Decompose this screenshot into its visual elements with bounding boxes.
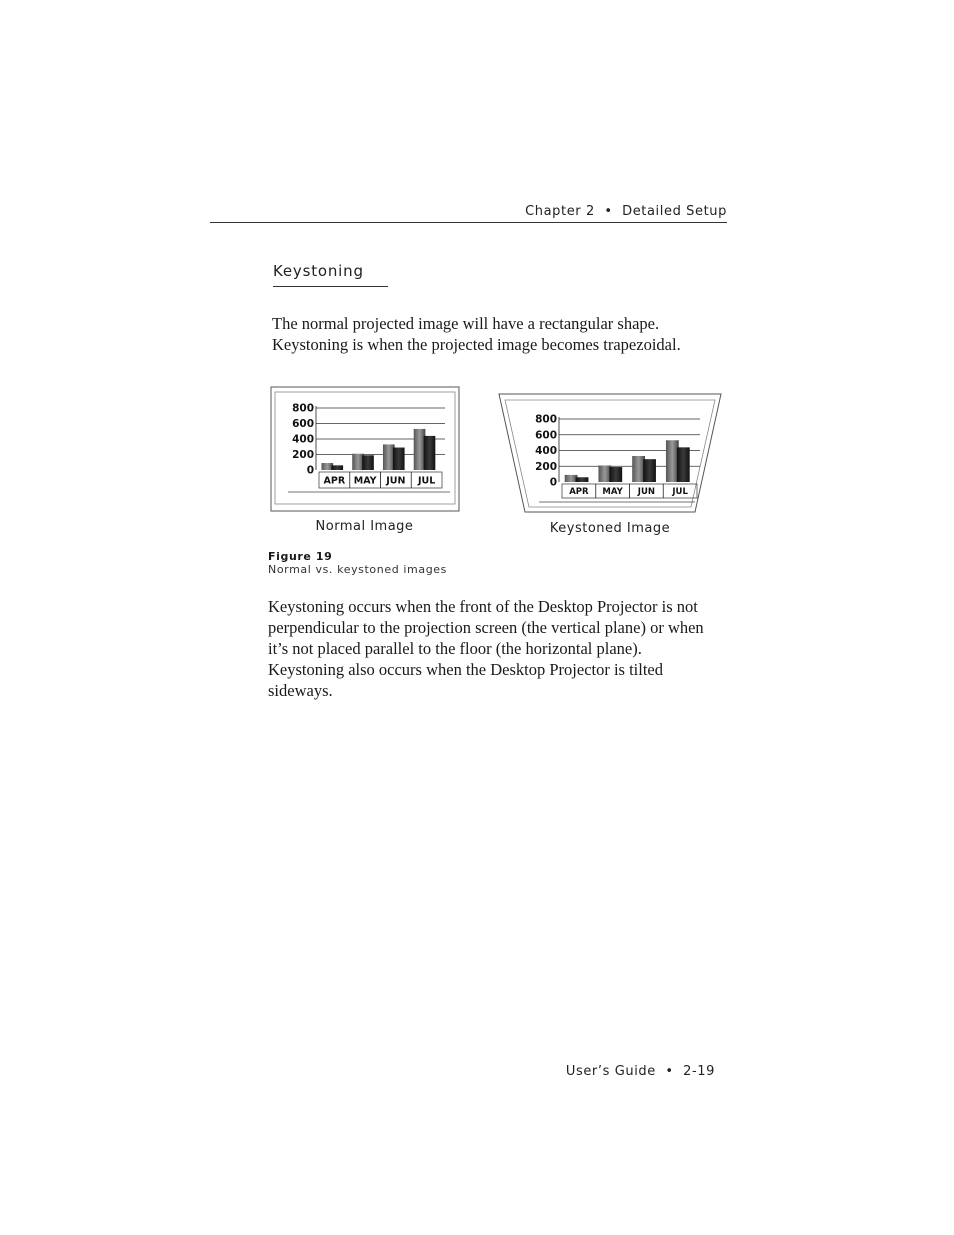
category-label: JUL — [672, 487, 688, 498]
category-label: JUN — [386, 475, 406, 487]
bar — [321, 463, 333, 470]
y-tick-label: 0 — [306, 464, 314, 477]
bar — [383, 444, 395, 470]
y-tick-label: 200 — [535, 460, 557, 473]
bar — [362, 455, 374, 470]
category-label: MAY — [353, 475, 377, 487]
section-title: Keystoning — [273, 262, 364, 280]
category-label: APR — [569, 487, 589, 498]
body-line: Keystoning also occurs when the Desktop Projector is tilted — [268, 660, 664, 679]
keystone-y-tick-labels — [535, 414, 557, 489]
y-tick-label: 800 — [535, 413, 557, 426]
category-label: JUN — [637, 487, 655, 498]
bar — [576, 477, 589, 482]
bar — [609, 467, 622, 482]
page-footer — [500, 1064, 715, 1079]
normal-y-tick-labels — [292, 403, 314, 477]
y-tick-label: 800 — [292, 402, 314, 415]
bar — [677, 447, 690, 482]
y-tick-label: 600 — [292, 418, 314, 431]
y-tick-label: 600 — [535, 429, 557, 442]
body-paragraph — [268, 596, 738, 701]
body-line: sideways. — [268, 681, 333, 700]
section-label: Detailed Setup — [622, 204, 727, 219]
y-tick-label: 400 — [292, 433, 314, 446]
keystoned-image-caption: Keystoned Image — [549, 521, 671, 536]
category-label: JUL — [417, 475, 436, 487]
section-title-underline — [273, 286, 388, 287]
normal-bars — [321, 429, 435, 470]
normal-image-figure — [270, 386, 460, 512]
footer-separator: • — [665, 1064, 674, 1079]
category-label: MAY — [602, 487, 623, 498]
figure-number: Figure 19 — [268, 550, 333, 563]
category-label: APR — [323, 475, 346, 487]
bar — [424, 436, 436, 470]
figure-description: Normal vs. keystoned images — [268, 563, 447, 576]
body-line: it’s not placed parallel to the floor (the horizontal plane). — [268, 639, 642, 658]
keystone-bars — [565, 440, 690, 482]
bar — [643, 459, 656, 482]
intro-line: The normal projected image will have a rectangular shape. — [272, 314, 660, 333]
keystone-category-labels — [539, 484, 697, 502]
normal-image-caption: Normal Image — [315, 519, 414, 534]
y-tick-label: 0 — [549, 476, 557, 489]
header-separator: • — [604, 204, 613, 219]
keystoned-image-figure — [495, 392, 725, 518]
y-tick-label: 200 — [292, 449, 314, 462]
bar — [331, 465, 343, 470]
body-line: Keystoning occurs when the front of the Desktop Projector is not — [268, 597, 698, 616]
guide-name: User’s Guide — [565, 1064, 656, 1079]
y-tick-label: 400 — [535, 445, 557, 458]
body-line: perpendicular to the projection screen (the vertical plane) or when — [268, 618, 704, 637]
intro-line: Keystoning is when the projected image becomes trapezoidal. — [272, 335, 681, 354]
page-number: 2-19 — [683, 1064, 715, 1079]
intro-paragraph — [272, 313, 742, 355]
bar — [352, 454, 364, 470]
chapter-label: Chapter 2 — [525, 204, 595, 219]
running-head — [210, 204, 727, 219]
bar — [393, 448, 405, 470]
header-rule — [210, 222, 727, 223]
